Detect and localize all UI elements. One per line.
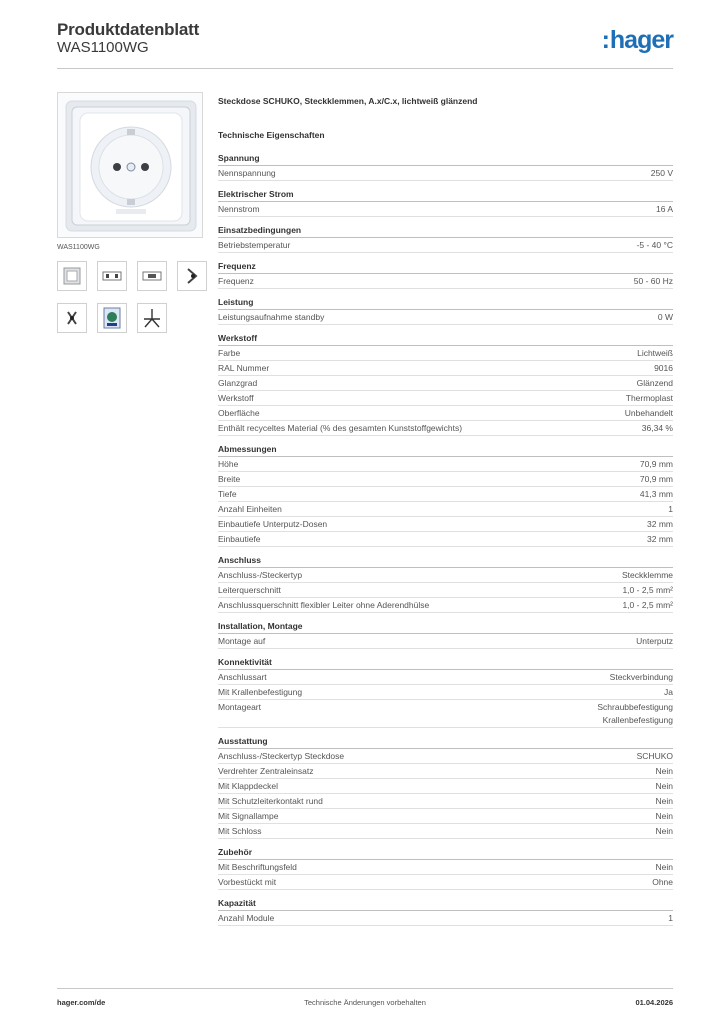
spec-value: Unbehandelt [624, 408, 673, 418]
spec-row [218, 911, 673, 926]
spec-row [218, 517, 673, 532]
spec-label: Einbautiefe Unterputz-Dosen [218, 519, 328, 529]
spec-group [218, 735, 673, 839]
spec-value: Nein [655, 796, 673, 806]
spec-value: 16 A [655, 204, 673, 214]
spec-row [218, 457, 673, 472]
spec-value: Steckklemme [621, 570, 673, 580]
spec-group [218, 620, 673, 649]
product-media-column [57, 92, 203, 333]
spec-label: Mit Klappdeckel [218, 781, 279, 791]
spec-row [218, 310, 673, 325]
document-title: Produktdatenblatt [57, 20, 200, 39]
spec-group-title: Installation, Montage [218, 620, 673, 634]
spec-row [218, 361, 673, 376]
spec-group-title: Ausstattung [218, 735, 673, 749]
spec-label: Mit Beschriftungsfeld [218, 862, 297, 872]
tech-properties-heading: Technische Eigenschaften [218, 130, 325, 140]
spec-row [218, 764, 673, 779]
spec-group [218, 296, 673, 325]
spec-value: 70,9 mm [639, 459, 673, 469]
spec-group [218, 554, 673, 613]
spec-group-title: Anschluss [218, 554, 673, 568]
spec-group-title: Werkstoff [218, 332, 673, 346]
footer-date: 01.04.2026 [635, 998, 673, 1007]
image-caption: WAS1100WG [57, 244, 100, 251]
spec-value: Glänzend [636, 378, 673, 388]
spec-group-title: Zubehör [218, 846, 673, 860]
spec-group-title: Frequenz [218, 260, 673, 274]
spec-label: Mit Krallenbefestigung [218, 687, 303, 697]
spec-value: 1 [668, 504, 673, 514]
spec-value: 70,9 mm [639, 474, 673, 484]
product-image [57, 92, 203, 238]
socket-illustration [58, 93, 204, 239]
spec-label: Anschluss-/Steckertyp [218, 570, 303, 580]
spec-row [218, 598, 673, 613]
spec-label: Farbe [218, 348, 241, 358]
spec-value: Steckverbindung [609, 672, 673, 682]
spec-value: Lichtweiß [637, 348, 673, 358]
spec-row [218, 685, 673, 700]
spec-label: Mit Signallampe [218, 811, 279, 821]
spec-label: Anzahl Module [218, 913, 275, 923]
spec-value: 41,3 mm [639, 489, 673, 499]
spec-row [218, 809, 673, 824]
spec-label: Enthält recyceltes Material (% des gesamten Kunststoffgewichts) [218, 423, 463, 433]
spec-label: Glanzgrad [218, 378, 258, 388]
spec-group-title: Elektrischer Strom [218, 188, 673, 202]
spec-label: Nennstrom [218, 204, 260, 214]
spec-value: 1 [668, 913, 673, 923]
spec-row [218, 346, 673, 361]
spec-row [218, 421, 673, 436]
spec-value: 250 V [650, 168, 673, 178]
spec-group [218, 897, 673, 926]
spec-group [218, 152, 673, 181]
spec-group [218, 656, 673, 728]
terminal-back-icon[interactable] [57, 303, 87, 333]
spec-row [218, 568, 673, 583]
spec-row [218, 670, 673, 685]
spec-groups [218, 152, 673, 926]
spec-label: Breite [218, 474, 241, 484]
footer-note: Technische Änderungen vorbehalten [304, 998, 426, 1007]
spec-label: Betriebstemperatur [218, 240, 291, 250]
spec-label: Verdrehter Zentraleinsatz [218, 766, 314, 776]
spec-group [218, 188, 673, 217]
spec-row [218, 472, 673, 487]
spec-label: Anzahl Einheiten [218, 504, 282, 514]
spec-label: Nennspannung [218, 168, 276, 178]
spec-row [218, 166, 673, 181]
spec-label: Anschlussart [218, 672, 267, 682]
spec-row [218, 274, 673, 289]
spec-value: SCHUKO [636, 751, 673, 761]
logo-text: hager [609, 26, 673, 54]
spec-row [218, 749, 673, 764]
spec-group [218, 443, 673, 547]
thumbnail-gallery [57, 261, 203, 333]
spec-label: Mit Schloss [218, 826, 262, 836]
spec-label: Höhe [218, 459, 239, 469]
spec-row [218, 875, 673, 890]
spec-value: Ohne [652, 877, 673, 887]
spec-value: Nein [655, 781, 673, 791]
spec-group-title: Konnektivität [218, 656, 673, 670]
spec-label: Tiefe [218, 489, 237, 499]
footer-website[interactable]: hager.com/de [57, 998, 106, 1007]
frame-icon[interactable] [57, 261, 87, 291]
spec-value: Nein [655, 826, 673, 836]
spec-group-title: Leistung [218, 296, 673, 310]
spec-row [218, 824, 673, 839]
spec-row [218, 376, 673, 391]
spec-label: Werkstoff [218, 393, 254, 403]
spec-column [218, 96, 673, 933]
spec-group-title: Abmessungen [218, 443, 673, 457]
spec-row [218, 487, 673, 502]
spec-label: Frequenz [218, 276, 254, 286]
spec-label: Leistungsaufnahme standby [218, 312, 325, 322]
spec-value: Nein [655, 862, 673, 872]
spec-value: 36,34 % [641, 423, 673, 433]
spec-row [218, 238, 673, 253]
spec-label: Leiterquerschnitt [218, 585, 281, 595]
spec-value: -5 - 40 °C [636, 240, 673, 250]
terminal-icon[interactable] [177, 261, 207, 291]
spec-label: Oberfläche [218, 408, 260, 418]
shield-label-icon[interactable] [97, 303, 127, 333]
spec-group [218, 846, 673, 890]
socket-side-icon[interactable] [137, 261, 167, 291]
spec-label: Montageart [218, 702, 261, 712]
product-description: Steckdose SCHUKO, Steckklemmen, A.x/C.x, lichtweiß glänzend [218, 96, 478, 106]
spec-value: Schraubbefestigung Krallenbefestigung [597, 702, 673, 725]
header-divider [57, 68, 673, 69]
page-header [57, 20, 673, 70]
spec-label: Einbautiefe [218, 534, 261, 544]
spec-value: 0 W [657, 312, 673, 322]
spec-row [218, 860, 673, 875]
spec-row [218, 532, 673, 547]
page-footer [57, 998, 673, 1012]
spec-row [218, 502, 673, 517]
spec-label: Anschlussquerschnitt flexibler Leiter ohne Aderendhülse [218, 600, 430, 610]
spec-value: 9016 [654, 363, 673, 373]
spec-row [218, 700, 673, 728]
spec-group [218, 332, 673, 436]
spec-label: Montage auf [218, 636, 266, 646]
spec-value: 50 - 60 Hz [633, 276, 673, 286]
spec-value: Nein [655, 766, 673, 776]
footer-divider [57, 988, 673, 989]
spec-value: 1,0 - 2,5 mm² [622, 585, 673, 595]
spec-value: 32 mm [647, 534, 673, 544]
product-code: WAS1100WG [57, 39, 149, 56]
spec-group [218, 260, 673, 289]
hager-logo: :hager [601, 26, 673, 54]
spec-label: Mit Schutzleiterkontakt rund [218, 796, 323, 806]
spec-value: Unterputz [636, 636, 673, 646]
spec-row [218, 202, 673, 217]
spec-value: Thermoplast [625, 393, 673, 403]
spec-row [218, 583, 673, 598]
spec-value: Ja [664, 687, 673, 697]
spec-label: Vorbestückt mit [218, 877, 277, 887]
spec-group [218, 224, 673, 253]
spec-group-title: Einsatzbedingungen [218, 224, 673, 238]
spec-value: Nein [655, 811, 673, 821]
spec-value: 32 mm [647, 519, 673, 529]
spec-label: RAL Nummer [218, 363, 270, 373]
spec-label: Anschluss-/Steckertyp Steckdose [218, 751, 345, 761]
spec-group-title: Spannung [218, 152, 673, 166]
spec-row [218, 391, 673, 406]
spec-row [218, 779, 673, 794]
spec-group-title: Kapazität [218, 897, 673, 911]
spec-row [218, 406, 673, 421]
spec-row [218, 634, 673, 649]
tool-icon[interactable] [137, 303, 167, 333]
spec-value: 1,0 - 2,5 mm² [622, 600, 673, 610]
spec-row [218, 794, 673, 809]
socket-front-icon[interactable] [97, 261, 127, 291]
